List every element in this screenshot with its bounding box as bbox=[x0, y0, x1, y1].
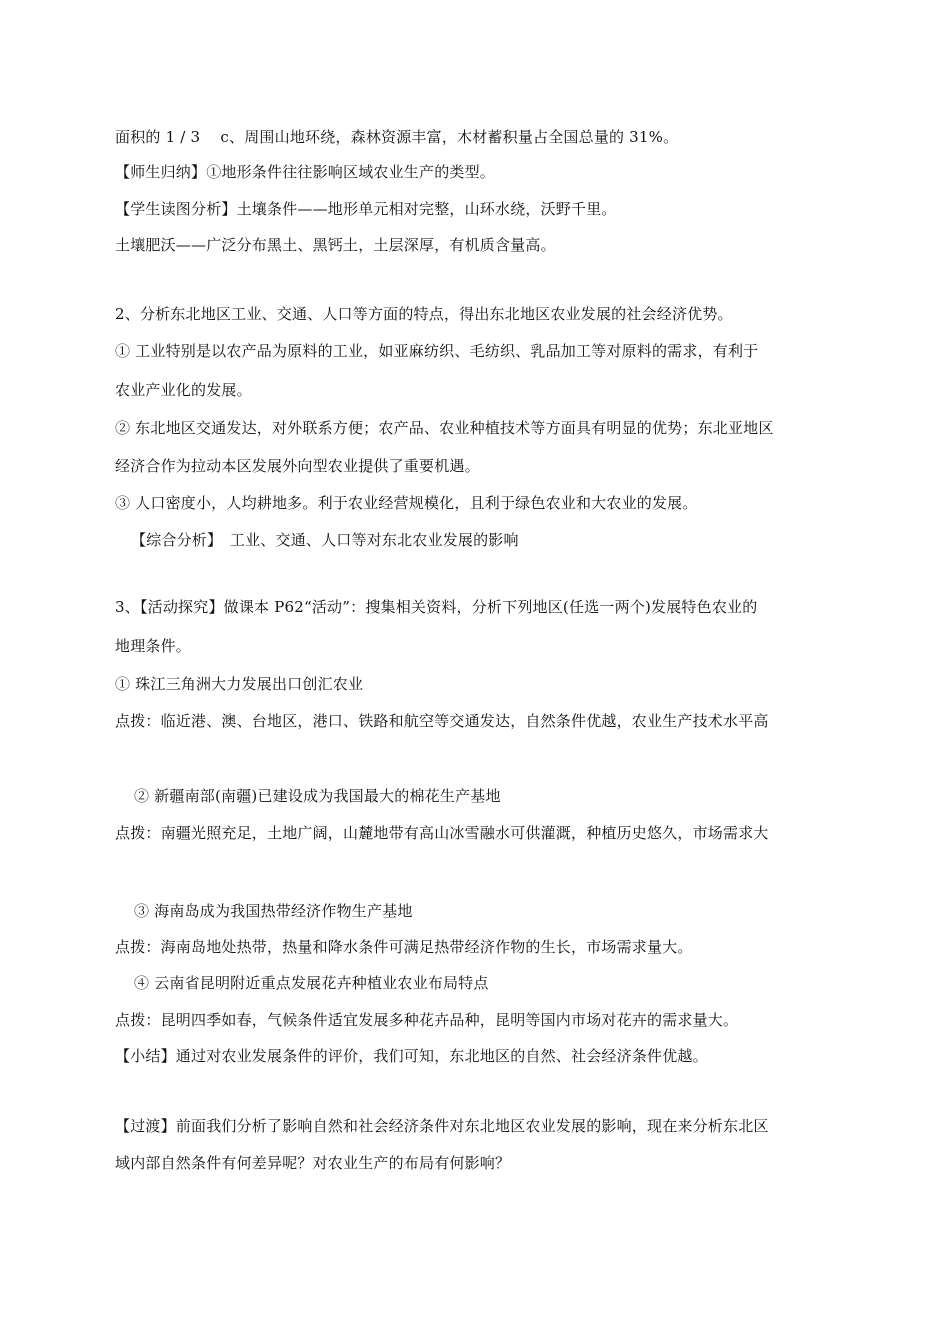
transition-line: 【过渡】前面我们分析了影响自然和社会经济条件对东北地区农业发展的影响，现在来分析东北区 bbox=[115, 1117, 769, 1135]
population-point-line: ③ 人口密度小，人均耕地多。利于农业经营规模化，且利于绿色农业和大农业的发展。 bbox=[115, 494, 698, 512]
industry-point-continued: 农业产业化的发展。 bbox=[115, 381, 252, 399]
summary-heading-line: 【师生归纳】①地形条件往往影响区域农业生产的类型。 bbox=[115, 163, 496, 181]
section-3-heading-continued: 地理条件。 bbox=[115, 637, 192, 655]
section-3-heading: 3、【活动探究】做课本 P62“活动”：搜集相关资料，分析下列地区(任选一两个)发展特色农业的 bbox=[115, 598, 758, 616]
summary-line: 【小结】通过对农业发展条件的评价，我们可知，东北地区的自然、社会经济条件优越。 bbox=[115, 1047, 708, 1065]
transport-point-continued: 经济合作为拉动本区发展外向型农业提供了重要机遇。 bbox=[115, 457, 480, 475]
transport-point-line: ② 东北地区交通发达，对外联系方便；农产品、农业种植技术等方面具有明显的优势；东北亚地区 bbox=[115, 419, 774, 437]
kunming-item: ④ 云南省昆明附近重点发展花卉种植业农业布局特点 bbox=[134, 974, 489, 992]
section-2-heading: 2、分析东北地区工业、交通、人口等方面的特点，得出东北地区农业发展的社会经济优势。 bbox=[115, 305, 733, 323]
map-analysis-line: 【学生读图分析】土壤条件——地形单元相对完整，山环水绕，沃野千里。 bbox=[115, 200, 617, 218]
kunming-hint: 点拨：昆明四季如春，气候条件适宜发展多种花卉品种，昆明等国内市场对花卉的需求量大。 bbox=[115, 1011, 739, 1029]
transition-line-continued: 域内部自然条件有何差异呢？对农业生产的布局有何影响？ bbox=[115, 1154, 511, 1172]
paragraph-line: 面积的 1 / 3 c、周围山地环绕，森林资源丰富，木材蓄积量占全国总量的 31%。 bbox=[115, 128, 679, 146]
pearl-river-delta-item: ① 珠江三角洲大力发展出口创汇农业 bbox=[115, 675, 364, 693]
hainan-hint: 点拨：海南岛地处热带，热量和降水条件可满足热带经济作物的生长，市场需求量大。 bbox=[115, 938, 693, 956]
south-xinjiang-hint: 点拨：南疆光照充足，土地广阔，山麓地带有高山冰雪融水可供灌溉，种植历史悠久，市场需求大 bbox=[115, 824, 769, 842]
comprehensive-analysis-line: 【综合分析】 工业、交通、人口等对东北农业发展的影响 bbox=[131, 531, 519, 549]
hainan-item: ③ 海南岛成为我国热带经济作物生产基地 bbox=[134, 902, 413, 920]
pearl-river-delta-hint: 点拨：临近港、澳、台地区，港口、铁路和航空等交通发达，自然条件优越，农业生产技术水平高 bbox=[115, 712, 769, 730]
soil-fertility-line: 土壤肥沃——广泛分布黑土、黑钙土，土层深厚，有机质含量高。 bbox=[115, 236, 556, 254]
south-xinjiang-item: ② 新疆南部(南疆)已建设成为我国最大的棉花生产基地 bbox=[134, 787, 501, 805]
industry-point-line: ① 工业特别是以农产品为原料的工业，如亚麻纺织、毛纺织、乳品加工等对原料的需求，有利于 bbox=[115, 342, 759, 360]
